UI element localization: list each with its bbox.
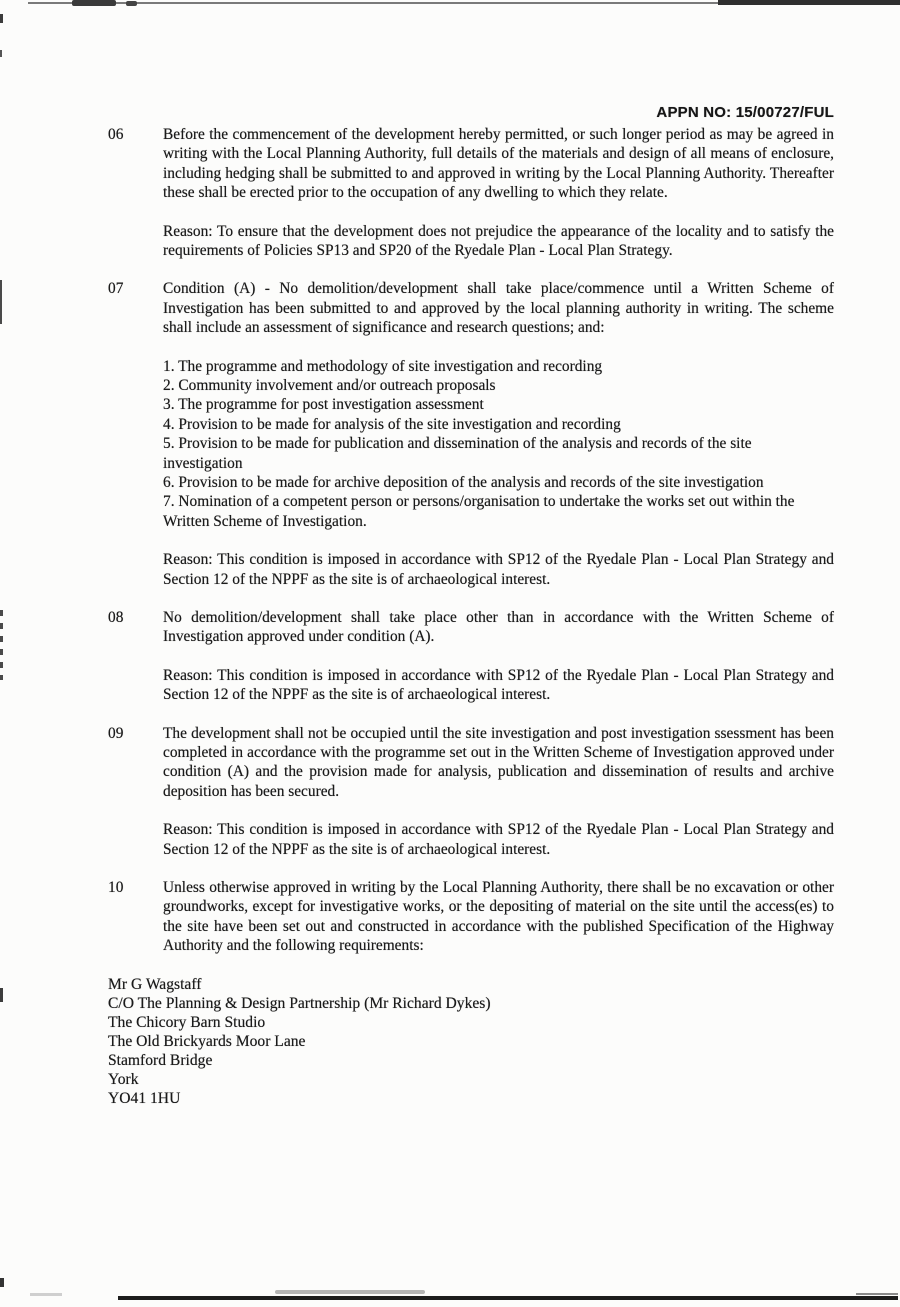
recipient-address-line: The Chicory Barn Studio (108, 1013, 266, 1031)
scan-artifact-left-mark (0, 50, 2, 57)
condition-text (163, 724, 834, 859)
condition-body: Condition (A) - No demolition/development shall take place/commence until a Written Scheme of Investigation has been submitted to and approved by the local planning authority in writing. The scheme shall include an assessment of significance and research questions; and: (163, 280, 834, 337)
scan-artifact-left-mark (0, 1278, 4, 1287)
condition-body: The development shall not be occupied until the site investigation and post investigation ssessment has been completed in accordance with the programme set out in the Written Scheme of Investigation approved under condition (A) and the provision made for analysis, publication and dissemination of results and archive deposition has been secured. (163, 724, 834, 800)
condition-number: 09 (108, 724, 124, 742)
condition-07 (108, 279, 834, 589)
scan-artifact-left-dashes (0, 610, 3, 680)
list-item: 6. Provision to be made for archive deposition of the analysis and records of the site investigation (163, 473, 764, 491)
condition-text (163, 279, 834, 589)
scan-artifact-top-blob (126, 1, 137, 6)
recipient-city: York (108, 1070, 139, 1088)
condition-reason: Reason: This condition is imposed in accordance with SP12 of the Ryedale Plan - Local Plan Strategy and Section 12 of the NPPF as the site is of archaeological interest. (163, 551, 834, 588)
condition-10 (108, 878, 834, 956)
scan-artifact-bottom-band (118, 1296, 898, 1300)
recipient-address-line: The Old Brickyards Moor Lane (108, 1032, 306, 1050)
scan-artifact-top-line-dark (718, 0, 900, 5)
list-item: 4. Provision to be made for analysis of the site investigation and recording (163, 415, 621, 433)
appn-number: APPN NO: 15/00727/FUL (656, 104, 834, 121)
condition-number: 08 (108, 609, 124, 627)
condition-reason: Reason: This condition is imposed in accordance with SP12 of the Ryedale Plan - Local Plan Strategy and Section 12 of the NPPF as the site is of archaeological interest. (163, 666, 834, 704)
list-item: 5. Provision to be made for publication and dissemination of the analysis and records of the site investigation (163, 435, 752, 472)
condition-09 (108, 724, 834, 859)
recipient-care-of: C/O The Planning & Design Partnership (Mr Richard Dykes) (108, 994, 491, 1012)
scan-artifact-top-blob (72, 0, 116, 6)
condition-number: 10 (108, 879, 124, 897)
scan-artifact-left-mark (0, 14, 3, 23)
condition-08 (108, 608, 834, 705)
condition-body: No demolition/development shall take place other than in accordance with the Written Scheme of Investigation approved under condition (A). (163, 609, 834, 646)
condition-06 (108, 125, 834, 260)
scan-artifact-left-mark (0, 988, 3, 1002)
condition-text (163, 608, 834, 705)
condition-text (163, 125, 834, 260)
condition-body: Before the commencement of the development hereby permitted, or such longer period as may be agreed in writing with the Local Planning Authority, full details of the materials and design of all means of enclosure, including hedging shall be submitted to and approved in writing by the Local Planning Authority. Thereafter these shall be erected prior to the occupation of any dwelling to which they relate. (163, 125, 834, 202)
scan-artifact-bottom-fuzz (275, 1290, 425, 1294)
scan-artifact-left-mark (0, 280, 2, 324)
condition-number: 06 (108, 125, 124, 143)
recipient-name: Mr G Wagstaff (108, 975, 202, 993)
scan-artifact-top-line (28, 2, 900, 4)
condition-reason: Reason: To ensure that the development does not prejudice the appearance of the locality and to satisfy the requirements of Policies SP13 and SP20 of the Ryedale Plan - Local Plan Strategy. (163, 222, 834, 259)
condition-number: 07 (108, 280, 124, 298)
list-item: 7. Nomination of a competent person or persons/organisation to undertake the works set out within the Written Scheme of Investigation. (163, 493, 795, 530)
scan-artifact-bottom-smudge (30, 1293, 62, 1296)
scan-artifact-bottom-tail (856, 1293, 898, 1295)
recipient-address (108, 975, 834, 1108)
condition-text (163, 878, 834, 956)
list-item: 3. The programme for post investigation assessment (163, 396, 484, 414)
recipient-address-line: Stamford Bridge (108, 1051, 213, 1069)
condition-body: Unless otherwise approved in writing by the Local Planning Authority, there shall be no excavation or other groundworks, except for investigative works, or the depositing of material on the site until the access(es) to the site have been set out and constructed in accordance with the published Specification of the Highway Authority and the following requirements: (163, 879, 834, 955)
condition-reason: Reason: This condition is imposed in accordance with SP12 of the Ryedale Plan - Local Plan Strategy and Section 12 of the NPPF as the site is of archaeological interest. (163, 821, 834, 858)
recipient-postcode: YO41 1HU (108, 1089, 181, 1107)
list-item: 2. Community involvement and/or outreach proposals (163, 376, 496, 394)
condition-list (163, 357, 834, 532)
list-item: 1. The programme and methodology of site investigation and recording (163, 357, 603, 375)
document-page (108, 104, 834, 1108)
